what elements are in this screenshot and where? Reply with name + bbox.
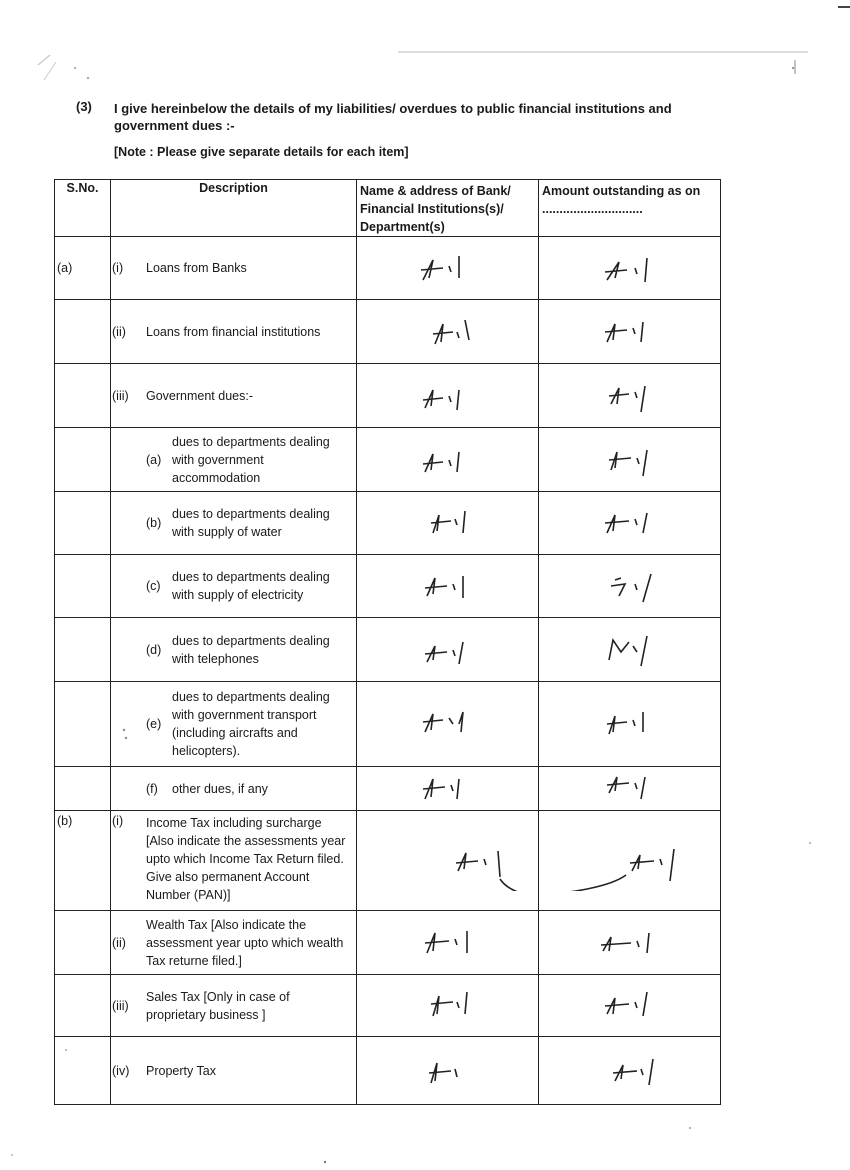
row-sno (55, 911, 111, 975)
header-amount: Amount outstanding as on ............................. (539, 180, 721, 237)
item-marker: (i) (112, 261, 124, 275)
row-sno (55, 555, 111, 618)
item-marker: (iii) (112, 388, 129, 403)
row-sno (55, 975, 111, 1037)
handwritten-nil-signature (585, 376, 675, 416)
item-marker: (a) (146, 452, 162, 467)
item-text: dues to departments dealing with telephones (172, 633, 330, 666)
row-sno (55, 492, 111, 555)
amount-cell (539, 364, 721, 428)
table-row (55, 428, 721, 492)
handwritten-nil-signature (585, 440, 675, 480)
section-heading-text: I give hereinbelow the details of my liabilities/ overdues to public financial institutions and government dues :- (114, 101, 672, 133)
item-marker: (f) (146, 781, 158, 796)
handwritten-nil-signature (403, 923, 493, 963)
item-text: Government dues:- (146, 388, 253, 403)
item-marker: (b) (146, 516, 162, 530)
handwritten-nil-signature (585, 248, 675, 288)
item-text: Income Tax including surcharge [Also indicate the assessments year upto which Income Tax Return filed. Give also permanent Account Number (PAN)] (146, 816, 346, 902)
item-marker: (iii) (112, 998, 129, 1013)
amount-cell (539, 767, 721, 811)
bank-cell (357, 492, 539, 555)
table-row (55, 975, 721, 1037)
amount-cell (539, 975, 721, 1037)
row-sno (55, 428, 111, 492)
table-row (55, 618, 721, 682)
item-text: dues to departments dealing with government transport (including aircrafts and helicopters). (172, 690, 330, 758)
amount-cell (539, 555, 721, 618)
item-text: other dues, if any (172, 781, 268, 796)
row-sno: (a) (55, 237, 111, 300)
row-description (111, 767, 357, 811)
handwritten-nil-signature (585, 923, 675, 963)
table-row (55, 767, 721, 811)
bank-cell (357, 975, 539, 1037)
bank-cell (357, 555, 539, 618)
row-description (111, 364, 357, 428)
table-header-row (55, 180, 721, 237)
handwritten-nil-signature (403, 566, 493, 606)
row-description (111, 492, 357, 555)
row-description (111, 428, 357, 492)
bank-cell (357, 428, 539, 492)
section-number: (3) (76, 99, 92, 114)
bank-cell (357, 237, 539, 300)
table-row (55, 682, 721, 767)
row-description (111, 975, 357, 1037)
handwritten-nil-signature (585, 630, 675, 670)
row-sno (55, 767, 111, 811)
row-sno: (b) (55, 811, 111, 911)
handwritten-nil-signature (585, 704, 675, 744)
handwritten-nil-signature (585, 771, 675, 807)
row-description (111, 300, 357, 364)
table-row (55, 555, 721, 618)
item-marker: (iv) (112, 1063, 130, 1078)
item-text: dues to departments dealing with supply of water (172, 507, 330, 539)
item-text: Property Tax (146, 1063, 216, 1078)
item-marker: (ii) (112, 935, 126, 950)
bank-cell (357, 911, 539, 975)
row-sno (55, 1037, 111, 1105)
handwritten-nil-signature (358, 831, 538, 891)
amount-cell (539, 811, 721, 911)
handwritten-nil-signature (585, 1051, 675, 1091)
item-marker: (d) (146, 642, 162, 657)
row-sno (55, 300, 111, 364)
amount-cell (539, 300, 721, 364)
bank-cell (357, 682, 539, 767)
bank-cell (357, 300, 539, 364)
header-description: Description (111, 180, 357, 237)
bank-cell (357, 811, 539, 911)
item-text: dues to departments dealing with government accommodation (172, 434, 330, 485)
bank-cell (357, 767, 539, 811)
table-row (55, 811, 721, 911)
amount-cell (539, 911, 721, 975)
amount-cell (539, 618, 721, 682)
row-description (111, 555, 357, 618)
row-description (111, 1037, 357, 1105)
amount-cell (539, 1037, 721, 1105)
handwritten-nil-signature (585, 503, 675, 543)
handwritten-nil-signature (403, 771, 493, 807)
bank-cell (357, 1037, 539, 1105)
handwritten-nil-signature (403, 248, 493, 288)
handwritten-nil-signature (403, 1051, 493, 1091)
handwritten-nil-signature (403, 376, 493, 416)
item-text: Loans from financial institutions (146, 324, 321, 339)
item-marker: (i) (112, 814, 124, 828)
item-marker: (e) (146, 717, 162, 731)
liabilities-table (54, 179, 721, 1105)
item-text: Wealth Tax [Also indicate the assessment year upto which wealth Tax returne filed.] (146, 917, 344, 968)
amount-cell (539, 428, 721, 492)
section-note: [Note : Please give separate details for each item] (114, 145, 409, 159)
row-sno (55, 364, 111, 428)
handwritten-nil-signature (403, 440, 493, 480)
item-marker: (ii) (112, 324, 126, 339)
handwritten-nil-signature (540, 831, 720, 891)
item-text: Loans from Banks (146, 261, 247, 275)
row-description (111, 911, 357, 975)
item-text: dues to departments dealing with supply of electricity (172, 570, 330, 602)
table-row (55, 237, 721, 300)
handwritten-nil-signature (403, 630, 493, 670)
handwritten-nil-signature (403, 986, 493, 1026)
table-row (55, 492, 721, 555)
amount-cell (539, 682, 721, 767)
table-row (55, 364, 721, 428)
item-text: Sales Tax [Only in case of proprietary business ] (146, 989, 290, 1022)
table-row (55, 911, 721, 975)
row-sno (55, 682, 111, 767)
bank-cell (357, 618, 539, 682)
handwritten-nil-signature (585, 566, 675, 606)
row-description (111, 237, 357, 300)
row-description (111, 618, 357, 682)
amount-cell (539, 492, 721, 555)
row-sno (55, 618, 111, 682)
amount-cell (539, 237, 721, 300)
handwritten-nil-signature (585, 312, 675, 352)
row-description (111, 682, 357, 767)
table-row (55, 300, 721, 364)
header-sno: S.No. (55, 180, 111, 237)
handwritten-nil-signature (403, 704, 493, 744)
item-marker: (c) (146, 579, 161, 593)
bank-cell (357, 364, 539, 428)
handwritten-nil-signature (403, 312, 493, 352)
handwritten-nil-signature (403, 503, 493, 543)
handwritten-nil-signature (585, 986, 675, 1026)
row-description (111, 811, 357, 911)
header-bank: Name & address of Bank/ Financial Institutions(s)/ Department(s) (357, 180, 539, 237)
table-row (55, 1037, 721, 1105)
